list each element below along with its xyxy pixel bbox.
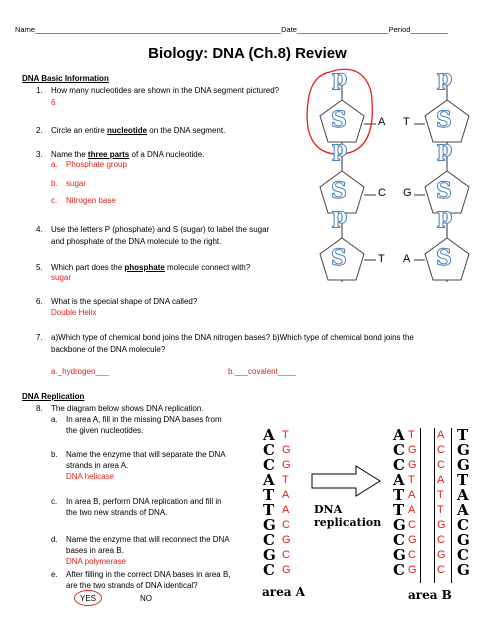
base-right: A <box>403 253 411 265</box>
dna-base-answer[interactable]: G <box>408 459 417 471</box>
q8a-line1: In area A, fill in the missing DNA bases from <box>66 415 222 424</box>
q6-number: 6. <box>36 297 43 306</box>
dna-base-answer[interactable]: G <box>408 564 417 576</box>
q1-number: 1. <box>36 86 43 95</box>
phosphate-label: p <box>332 136 348 162</box>
q8-number: 8. <box>36 404 43 413</box>
q8d-letter: d. <box>51 535 58 544</box>
base-left: T <box>378 253 385 265</box>
q8c-line1: In area B, perform DNA replication and fill in <box>66 497 222 506</box>
sugar-label: S <box>331 178 347 204</box>
dna-base-answer[interactable]: C <box>437 459 445 471</box>
dna-base: T <box>393 486 405 504</box>
area-a-filled-strand[interactable] <box>282 428 291 578</box>
phosphate-label: p <box>437 65 453 91</box>
q8b-line1: Name the enzyme that will separate the DNA <box>66 450 226 459</box>
strand-divider <box>451 428 452 583</box>
q3c-letter: c. <box>51 196 58 205</box>
dna-base-answer[interactable]: T <box>282 429 289 441</box>
header-line <box>15 25 448 34</box>
yes-option[interactable]: YES <box>80 594 97 603</box>
dna-base: G <box>393 546 406 564</box>
dna-base-answer[interactable]: T <box>437 489 444 501</box>
q3b-letter: b. <box>51 179 58 188</box>
q3b-answer[interactable]: sugar <box>66 179 87 188</box>
dna-base: C <box>393 531 405 549</box>
dna-segment-diagram <box>300 62 490 302</box>
dna-base: G <box>457 456 470 474</box>
q7a-answer[interactable]: a._hydrogen___ <box>51 367 109 376</box>
q8c-line2: the two new strands of DNA. <box>66 508 168 517</box>
arrow-label-dna: DNA <box>314 503 343 516</box>
dna-base: C <box>263 441 275 459</box>
q6-answer[interactable]: Double Helix <box>51 308 97 317</box>
strand-divider <box>434 428 435 583</box>
base-right: G <box>403 187 412 199</box>
dna-base-answer[interactable]: G <box>437 519 446 531</box>
area-b-right-new-strand[interactable] <box>437 428 446 578</box>
q8a-line2: the given nucleotides. <box>66 426 144 435</box>
q1-answer[interactable]: 6 <box>51 98 56 107</box>
q7b-answer[interactable]: b.___covalent____ <box>228 367 296 376</box>
period-label: Period <box>388 25 411 34</box>
dna-base-answer[interactable]: C <box>437 444 445 456</box>
dna-base: A <box>263 426 275 444</box>
dna-base-answer[interactable]: T <box>282 474 289 486</box>
yes-circle <box>74 590 102 606</box>
dna-base-answer[interactable]: C <box>282 549 290 561</box>
q8a-letter: a. <box>51 415 58 424</box>
q3-number: 3. <box>36 150 43 159</box>
q8e-line2: are the two strands of DNA identical? <box>66 581 198 590</box>
q8b-letter: b. <box>51 450 58 459</box>
dna-base: T <box>457 426 469 444</box>
dna-base: G <box>393 516 406 534</box>
area-b-left-strand <box>393 428 406 578</box>
dna-base: G <box>263 516 276 534</box>
area-b-label: area B <box>408 588 452 602</box>
dna-base-answer[interactable]: G <box>408 444 417 456</box>
base-right: T <box>403 116 410 128</box>
dna-base-answer[interactable]: A <box>282 504 290 516</box>
dna-base: G <box>263 546 276 564</box>
dna-base-answer[interactable]: C <box>408 519 416 531</box>
dna-base-answer[interactable]: G <box>282 444 291 456</box>
dna-base: T <box>457 471 469 489</box>
dna-base: C <box>393 561 405 579</box>
dna-base: T <box>393 501 405 519</box>
area-a-given-strand <box>263 428 276 578</box>
q3a-letter: a. <box>51 160 58 169</box>
q7-line1: a)Which type of chemical bond joins the DNA nitrogen bases? b)Which type of chemical bond joins the <box>51 333 414 342</box>
dna-base-answer[interactable]: G <box>282 564 291 576</box>
q8d-line1: Name the enzyme that will reconnect the DNA <box>66 535 230 544</box>
q4-line2: and phosphate of the DNA molecule to the right. <box>51 237 222 246</box>
dna-base: C <box>457 546 469 564</box>
section-heading-basic: DNA Basic Information <box>22 74 109 83</box>
q8-text: The diagram below shows DNA replication. <box>51 404 204 413</box>
q6-text: What is the special shape of DNA called? <box>51 297 198 306</box>
dna-base: C <box>263 531 275 549</box>
dna-base: A <box>393 471 405 489</box>
sugar-label: S <box>331 245 347 271</box>
dna-base-answer[interactable]: G <box>437 549 446 561</box>
q4-number: 4. <box>36 225 43 234</box>
dna-base: A <box>263 471 275 489</box>
phosphate-label: p <box>437 136 453 162</box>
dna-base: C <box>393 456 405 474</box>
dna-base-answer[interactable]: C <box>437 564 445 576</box>
base-left: C <box>378 187 386 199</box>
q5-number: 5. <box>36 263 43 272</box>
area-b-left-new-strand[interactable] <box>408 428 417 578</box>
section-heading-replication: DNA Replication <box>22 392 85 401</box>
q8b-answer[interactable]: DNA helicase <box>66 472 115 481</box>
dna-base-answer[interactable]: G <box>408 534 417 546</box>
dna-base-answer[interactable]: G <box>282 534 291 546</box>
strand-divider <box>420 428 421 583</box>
q2-text: Circle an entire nucleotide on the DNA segment. <box>51 126 226 135</box>
area-b-right-strand <box>457 428 470 578</box>
dna-base-answer[interactable]: T <box>437 504 444 516</box>
q2-number: 2. <box>36 126 43 135</box>
q8e-letter: e. <box>51 570 58 579</box>
page-title: Biology: DNA (Ch.8) Review <box>148 45 347 62</box>
q8b-line2: strands in area A. <box>66 461 129 470</box>
dna-base-answer[interactable]: A <box>437 474 445 486</box>
dna-base: A <box>393 426 405 444</box>
sugar-label: S <box>436 107 452 133</box>
dna-base: C <box>263 456 275 474</box>
area-a-label: area A <box>262 585 305 599</box>
dna-base-answer[interactable]: C <box>282 519 290 531</box>
sugar-label: S <box>436 178 452 204</box>
name-field[interactable]: ___________________________________________________________ <box>35 25 282 34</box>
q3-text: Name the three parts of a DNA nucleotide. <box>51 150 205 159</box>
date-field[interactable]: ______________________ <box>296 25 389 34</box>
replication-arrow <box>310 464 382 498</box>
phosphate-label: p <box>332 65 348 91</box>
q8d-line2: bases in area B. <box>66 546 124 555</box>
q4-line1: Use the letters P (phosphate) and S (sugar) to label the sugar <box>51 225 270 234</box>
q8d-answer[interactable]: DNA polymerase <box>66 557 127 566</box>
dna-base: A <box>457 486 469 504</box>
phosphate-label: p <box>437 203 453 229</box>
date-label: Date <box>281 25 297 34</box>
dna-base: G <box>457 531 470 549</box>
base-left: A <box>378 116 386 128</box>
name-label: Name <box>15 25 36 34</box>
q8c-letter: c. <box>51 497 58 506</box>
dna-base-answer[interactable]: A <box>437 429 445 441</box>
dna-base-answer[interactable]: C <box>437 534 445 546</box>
dna-base-answer[interactable]: A <box>408 504 416 516</box>
dna-base-answer[interactable]: A <box>408 489 416 501</box>
dna-base: C <box>393 441 405 459</box>
dna-base: T <box>263 501 275 519</box>
q3a-answer[interactable]: Phosphate group <box>66 160 127 169</box>
dna-base: C <box>457 516 469 534</box>
dna-base: G <box>457 561 470 579</box>
q5-text: Which part does the phosphate molecule connect with? <box>51 263 251 272</box>
q1-text: How many nucleotides are shown in the DNA segment pictured? <box>51 86 280 95</box>
sugar-label: S <box>436 245 452 271</box>
phosphate-label: p <box>332 203 348 229</box>
dna-base-answer[interactable]: T <box>408 474 415 486</box>
q3c-answer[interactable]: Nitrogen base <box>66 196 116 205</box>
dna-base: G <box>457 441 470 459</box>
q7-number: 7. <box>36 333 43 342</box>
dna-base-answer[interactable]: C <box>408 549 416 561</box>
q7-line2: backbone of the DNA molecule? <box>51 345 166 354</box>
dna-base: A <box>457 501 469 519</box>
dna-base: C <box>263 561 275 579</box>
period-field[interactable]: _________ <box>410 25 448 34</box>
q8e-line1: After filling in the correct DNA bases in area B, <box>66 570 231 579</box>
dna-base-answer[interactable]: G <box>282 459 291 471</box>
q5-answer[interactable]: sugar <box>51 273 72 282</box>
arrow-label-replication: replication <box>314 516 382 529</box>
dna-base-answer[interactable]: T <box>408 429 415 441</box>
no-option[interactable]: NO <box>140 594 152 603</box>
dna-base: T <box>263 486 275 504</box>
dna-base-answer[interactable]: A <box>282 489 290 501</box>
sugar-label: S <box>331 107 347 133</box>
